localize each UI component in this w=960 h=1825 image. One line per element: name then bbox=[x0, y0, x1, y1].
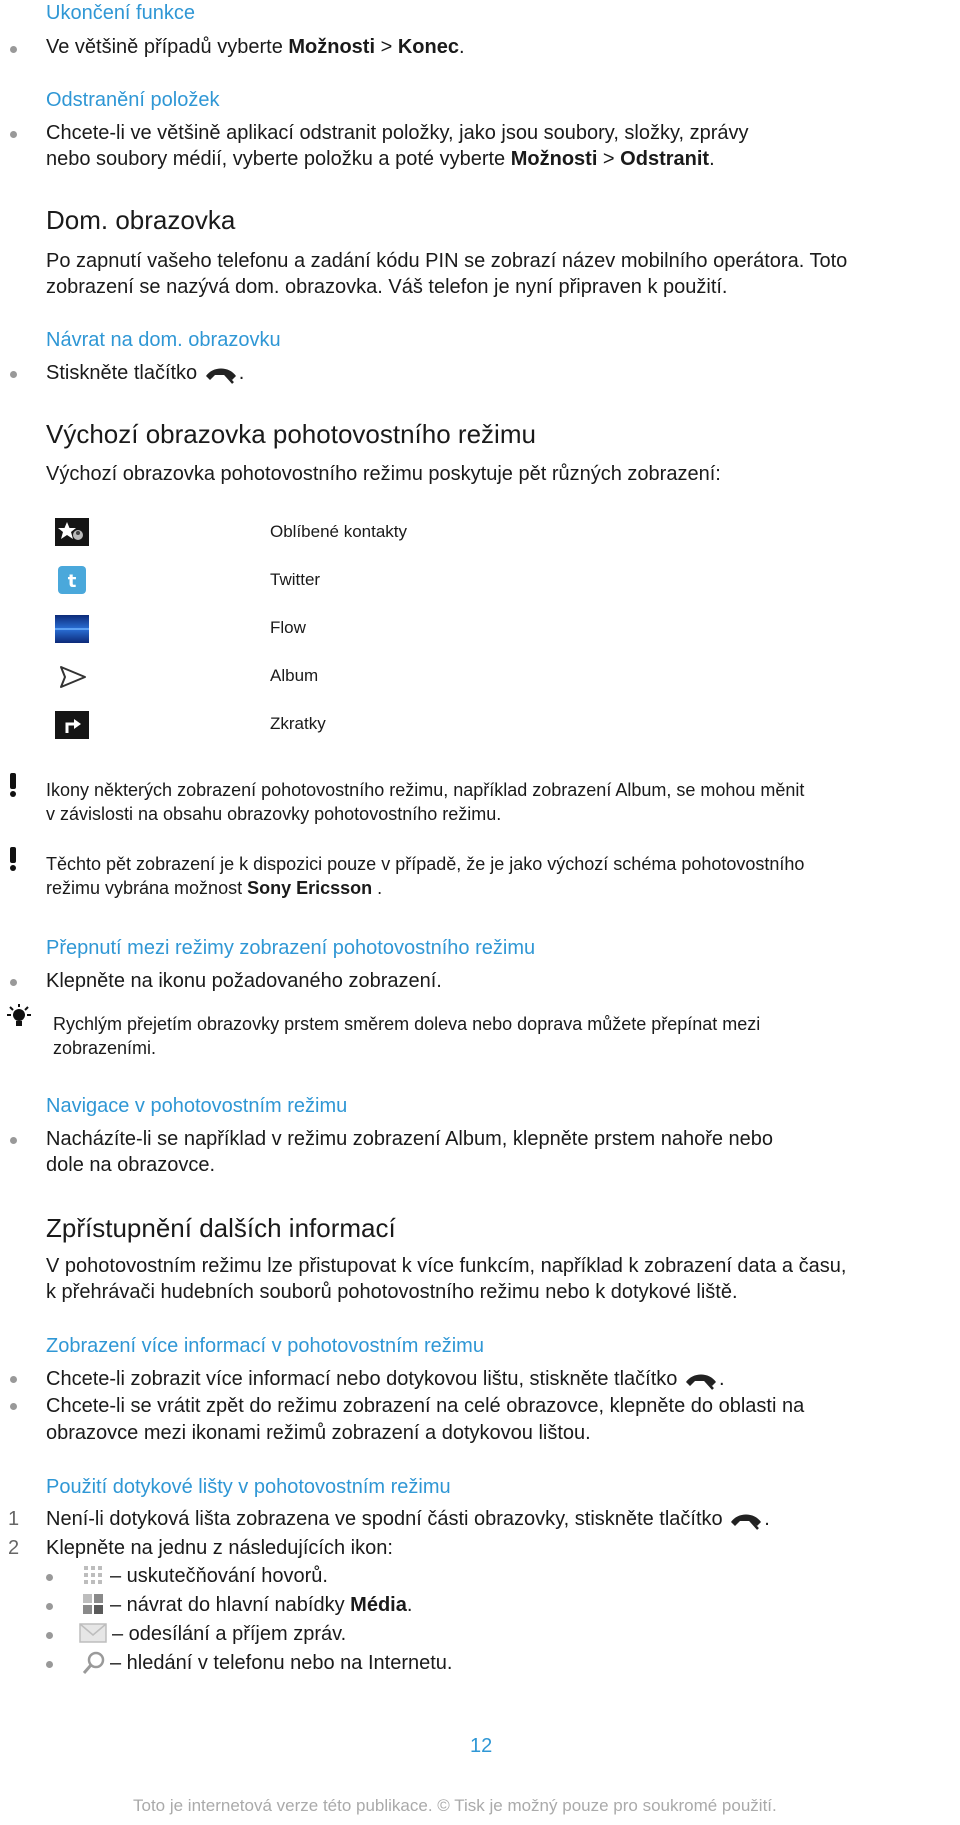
touch-step1 bbox=[46, 1506, 770, 1532]
mode-label-favorites: Oblíbené kontakty bbox=[270, 522, 408, 541]
menu-options: Možnosti bbox=[288, 36, 376, 58]
scheme-name: Sony Ericsson bbox=[247, 878, 373, 898]
end-call-key-icon bbox=[203, 364, 239, 384]
warning-icon bbox=[6, 846, 20, 877]
section-title-home-screen: Dom. obrazovka bbox=[46, 205, 236, 235]
flow-icon bbox=[55, 615, 89, 648]
section-title-standby-screen: Výchozí obrazovka pohotovostního režimu bbox=[46, 419, 536, 449]
step-number: 2 bbox=[8, 1537, 20, 1559]
view-more-bullet2-line1: Chcete-li se vrátit zpět do režimu zobrazení na celé obrazovce, klepněte do oblasti na bbox=[46, 1395, 805, 1417]
tip-lightbulb-icon bbox=[2, 1004, 36, 1035]
text-part: . bbox=[372, 878, 383, 898]
text-part: – návrat do hlavní nabídky bbox=[110, 1594, 351, 1616]
bullet bbox=[10, 46, 17, 53]
text-part: . bbox=[718, 1368, 725, 1390]
navigation-line2: dole na obrazovce. bbox=[46, 1154, 216, 1176]
section-heading-remove-items: Odstranění položek bbox=[46, 89, 220, 111]
end-call-key-icon bbox=[728, 1510, 764, 1530]
view-more-bullet1 bbox=[46, 1366, 725, 1392]
page-number: 12 bbox=[470, 1735, 493, 1757]
search-icon bbox=[81, 1650, 107, 1681]
bullet bbox=[10, 1403, 17, 1410]
separator: > bbox=[375, 36, 398, 58]
bullet bbox=[10, 1137, 17, 1144]
mode-label-twitter: Twitter bbox=[270, 570, 321, 589]
section-heading-view-more: Zobrazení více informací v pohotovostním režimu bbox=[46, 1335, 484, 1357]
menu-media: Média bbox=[350, 1594, 407, 1616]
touch-item-calls: – uskutečňování hovorů. bbox=[110, 1565, 328, 1587]
text-part: . bbox=[406, 1594, 413, 1616]
menu-end: Konec bbox=[397, 36, 459, 58]
text-part: Stiskněte tlačítko bbox=[46, 362, 203, 384]
separator: > bbox=[597, 148, 621, 170]
end-function-text bbox=[46, 34, 465, 60]
navigation-line1: Nacházíte-li se například v režimu zobrazení Album, klepněte prstem nahoře nebo bbox=[46, 1128, 774, 1150]
bullet bbox=[10, 1376, 17, 1383]
switch-modes-text: Klepněte na ikonu požadovaného zobrazení. bbox=[46, 970, 442, 992]
note1-line2: v závislosti na obsahu obrazovky pohotovostního režimu. bbox=[46, 804, 502, 824]
mode-label-album: Album bbox=[270, 666, 319, 685]
svg-text:t: t bbox=[67, 571, 77, 592]
footer-notice: Toto je internetová verze této publikace. © Tisk je možný pouze pro soukromé použití. bbox=[133, 1796, 777, 1815]
touch-item-media bbox=[110, 1592, 412, 1618]
bullet bbox=[46, 1603, 53, 1610]
text-part: Ve většině případů vyberte bbox=[46, 36, 289, 58]
remove-items-line2 bbox=[46, 146, 715, 172]
section-heading-switch-modes: Přepnutí mezi režimy zobrazení pohotovostního režimu bbox=[46, 937, 536, 959]
menu-options: Možnosti bbox=[510, 148, 598, 170]
mode-label-flow: Flow bbox=[270, 618, 306, 637]
text-part: Není-li dotyková lišta zobrazena ve spodní části obrazovky, stiskněte tlačítko bbox=[46, 1508, 729, 1530]
album-icon bbox=[55, 663, 89, 696]
text-part: . bbox=[764, 1508, 770, 1530]
bullet bbox=[46, 1632, 53, 1639]
return-home-text bbox=[46, 360, 244, 386]
envelope-icon bbox=[79, 1622, 107, 1649]
home-screen-para-line1: Po zapnutí vašeho telefonu a zadání kódu PIN se zobrazí název mobilního operátora. Toto bbox=[46, 250, 848, 272]
text-part: . bbox=[238, 362, 245, 384]
end-call-key-icon bbox=[683, 1370, 719, 1390]
note1-line1: Ikony některých zobrazení pohotovostního režimu, například zobrazení Album, se mohou měnit bbox=[46, 780, 805, 800]
touch-item-search: – hledání v telefonu nebo na Internetu. bbox=[110, 1652, 453, 1674]
shortcuts-icon bbox=[55, 711, 89, 744]
bullet bbox=[46, 1661, 53, 1668]
menu-delete: Odstranit bbox=[620, 148, 710, 170]
text-part: režimu vybrána možnost bbox=[46, 878, 248, 898]
section-heading-return-home: Návrat na dom. obrazovku bbox=[46, 329, 281, 351]
section-heading-end-function: Ukončení funkce bbox=[46, 2, 195, 24]
text-part: . bbox=[709, 148, 715, 170]
home-screen-para-line2: zobrazení se nazývá dom. obrazovka. Váš telefon je nyní připraven k použití. bbox=[46, 276, 728, 298]
tip-line1: Rychlým přejetím obrazovky prstem směrem doleva nebo doprava můžete přepínat mezi bbox=[53, 1014, 761, 1034]
text-part: . bbox=[458, 36, 465, 58]
more-info-para-line2: k přehrávači hudebních souborů pohotovostního režimu nebo k dotykové liště. bbox=[46, 1281, 738, 1303]
section-heading-navigation: Navigace v pohotovostním režimu bbox=[46, 1095, 348, 1117]
dialpad-icon bbox=[81, 1563, 105, 1592]
section-heading-touch-bar: Použití dotykové lišty v pohotovostním režimu bbox=[46, 1476, 451, 1498]
bullet bbox=[10, 979, 17, 986]
more-info-para-line1: V pohotovostním režimu lze přistupovat k více funkcím, například k zobrazení data a času, bbox=[46, 1255, 847, 1277]
remove-items-line1: Chcete-li ve většině aplikací odstranit položky, jako jsou soubory, složky, zprávy bbox=[46, 122, 749, 144]
media-icon bbox=[81, 1592, 105, 1621]
bullet bbox=[46, 1574, 53, 1581]
bullet bbox=[10, 131, 17, 138]
step-number: 1 bbox=[8, 1508, 20, 1530]
favorite-contacts-icon bbox=[55, 518, 89, 551]
section-title-more-info: Zpřístupnění dalších informací bbox=[46, 1213, 396, 1243]
view-more-bullet2-line2: obrazovce mezi ikonami režimů zobrazení a dotykovou lištou. bbox=[46, 1422, 591, 1444]
warning-icon bbox=[6, 772, 20, 803]
text-part: Chcete-li zobrazit více informací nebo dotykovou lištu, stiskněte tlačítko bbox=[46, 1368, 683, 1390]
twitter-icon bbox=[55, 566, 89, 599]
mode-label-shortcuts: Zkratky bbox=[270, 714, 326, 733]
note2-line1: Těchto pět zobrazení je k dispozici pouze v případě, že je jako výchozí schéma pohotovostního bbox=[46, 854, 805, 874]
touch-item-messages: – odesílání a příjem zpráv. bbox=[112, 1623, 347, 1645]
touch-step2: Klepněte na jednu z následujících ikon: bbox=[46, 1537, 393, 1559]
text-part: nebo soubory médií, vyberte položku a poté vyberte bbox=[46, 148, 511, 170]
bullet bbox=[10, 371, 17, 378]
note2-line2 bbox=[46, 876, 382, 900]
standby-intro: Výchozí obrazovka pohotovostního režimu poskytuje pět různých zobrazení: bbox=[46, 463, 721, 485]
tip-line2: zobrazeními. bbox=[53, 1038, 157, 1058]
